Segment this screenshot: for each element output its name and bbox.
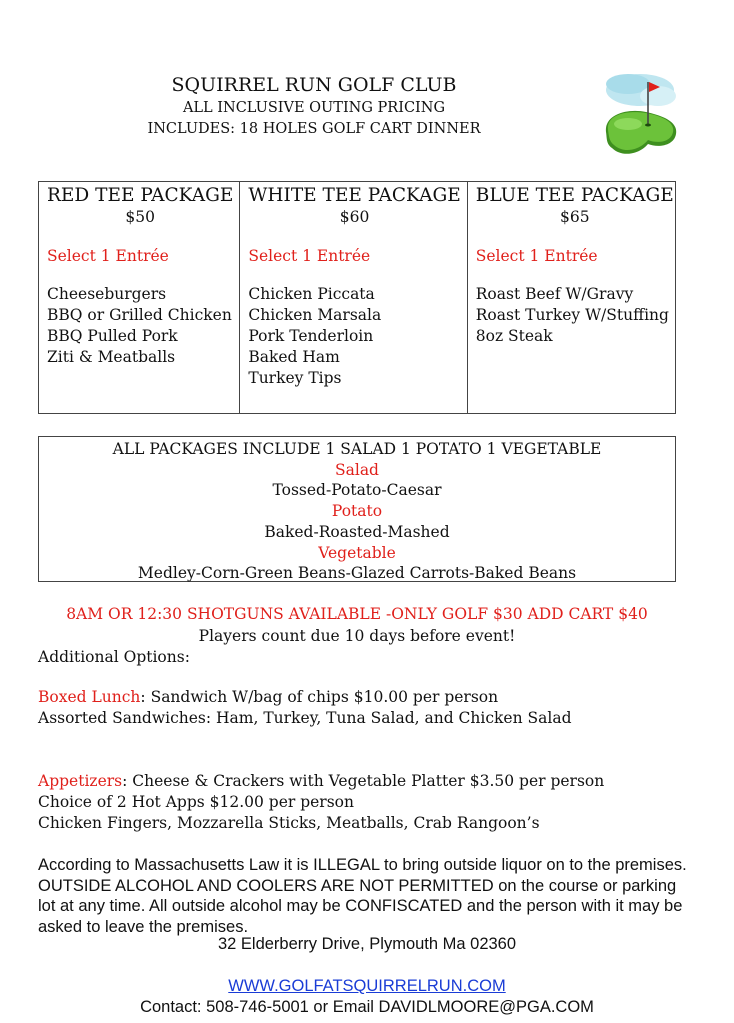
additional-options-heading: Additional Options:	[38, 648, 190, 666]
website-line	[0, 977, 734, 996]
blue-tee-package	[468, 182, 680, 413]
appetizers-text: : Cheese & Crackers with Vegetable Platter $3.50 per person	[122, 772, 605, 790]
entree-item: BBQ or Grilled Chicken	[47, 306, 232, 324]
potato-label: Potato	[331, 502, 383, 521]
package-name: RED TEE PACKAGE	[47, 185, 234, 206]
includes-heading: ALL PACKAGES INCLUDE 1 SALAD 1 POTATO 1 VEGETABLE	[112, 440, 602, 458]
package-price: $60	[339, 208, 370, 226]
select-entree-label: Select 1 Entrée	[248, 247, 371, 265]
entree-item: 8oz Steak	[475, 327, 553, 345]
sandwiches-line: Assorted Sandwiches: Ham, Turkey, Tuna Salad, and Chicken Salad	[38, 709, 572, 727]
club-title: SQUIRREL RUN GOLF CLUB	[171, 74, 457, 96]
entree-item: BBQ Pulled Pork	[47, 327, 178, 345]
vegetable-label: Vegetable	[318, 543, 396, 562]
includes-box	[38, 436, 676, 582]
hot-apps-items-line: Chicken Fingers, Mozzarella Sticks, Meatballs, Crab Rangoon’s	[38, 814, 540, 832]
white-tee-package	[240, 182, 467, 413]
pricing-subtitle: ALL INCLUSIVE OUTING PRICING	[182, 100, 446, 116]
website-link[interactable]: WWW.GOLFATSQUIRRELRUN.COM	[228, 977, 506, 995]
entree-item: Roast Turkey W/Stuffing	[475, 306, 669, 324]
alcohol-law-notice: According to Massachusetts Law it is ILLEGAL to bring outside liquor on to the premises. OUTSIDE ALCOHOL AND COOLERS ARE NOT PERMITTED on the course or parking lot at any time. All outside alcohol may be CONFISCATED and the person with it may be asked to leave the premises.	[38, 856, 687, 936]
entree-item: Chicken Piccata	[248, 285, 375, 303]
salad-label: Salad	[335, 460, 379, 479]
select-entree-label: Select 1 Entrée	[47, 247, 169, 265]
boxed-lunch-text: : Sandwich W/bag of chips $10.00 per person	[140, 688, 499, 706]
package-name: BLUE TEE PACKAGE	[475, 185, 674, 206]
appetizers-label: Appetizers	[38, 772, 123, 790]
entree-list	[248, 284, 460, 389]
contact-line: Contact: 508-746-5001 or Email DAVIDLMOORE@PGA.COM	[140, 998, 594, 1016]
potato-options: Baked-Roasted-Mashed	[264, 522, 450, 541]
entree-item: Chicken Marsala	[248, 306, 382, 324]
hot-apps-line: Choice of 2 Hot Apps $12.00 per person	[38, 793, 354, 811]
packages-table	[38, 181, 676, 414]
boxed-lunch-label: Boxed Lunch	[38, 688, 141, 706]
shotgun-notice: 8AM OR 12:30 SHOTGUNS AVAILABLE -ONLY GOLF $30 ADD CART $40	[66, 605, 648, 623]
entree-item: Roast Beef W/Gravy	[475, 285, 634, 303]
appetizers-line	[38, 772, 604, 790]
includes-subtitle: INCLUDES: 18 HOLES GOLF CART DINNER	[147, 121, 481, 137]
entree-item: Baked Ham	[248, 348, 340, 366]
package-price: $65	[559, 208, 590, 226]
club-address: 32 Elderberry Drive, Plymouth Ma 02360	[217, 935, 517, 953]
entree-item: Ziti & Meatballs	[47, 348, 176, 366]
entree-item: Turkey Tips	[248, 369, 342, 387]
package-name: WHITE TEE PACKAGE	[248, 185, 461, 206]
select-entree-label: Select 1 Entrée	[475, 247, 598, 265]
package-price: $50	[125, 208, 155, 226]
vegetable-options: Medley-Corn-Green Beans-Glazed Carrots-Baked Beans	[137, 564, 577, 583]
players-count-notice: Players count due 10 days before event!	[198, 627, 516, 645]
golf-green-flag-icon	[598, 68, 680, 160]
entree-item: Pork Tenderloin	[248, 327, 374, 345]
entree-item: Cheeseburgers	[47, 285, 167, 303]
boxed-lunch-line	[38, 688, 498, 706]
red-tee-package	[39, 182, 240, 413]
entree-list	[476, 284, 674, 347]
entree-list	[47, 284, 233, 368]
salad-options: Tossed-Potato-Caesar	[272, 481, 442, 500]
